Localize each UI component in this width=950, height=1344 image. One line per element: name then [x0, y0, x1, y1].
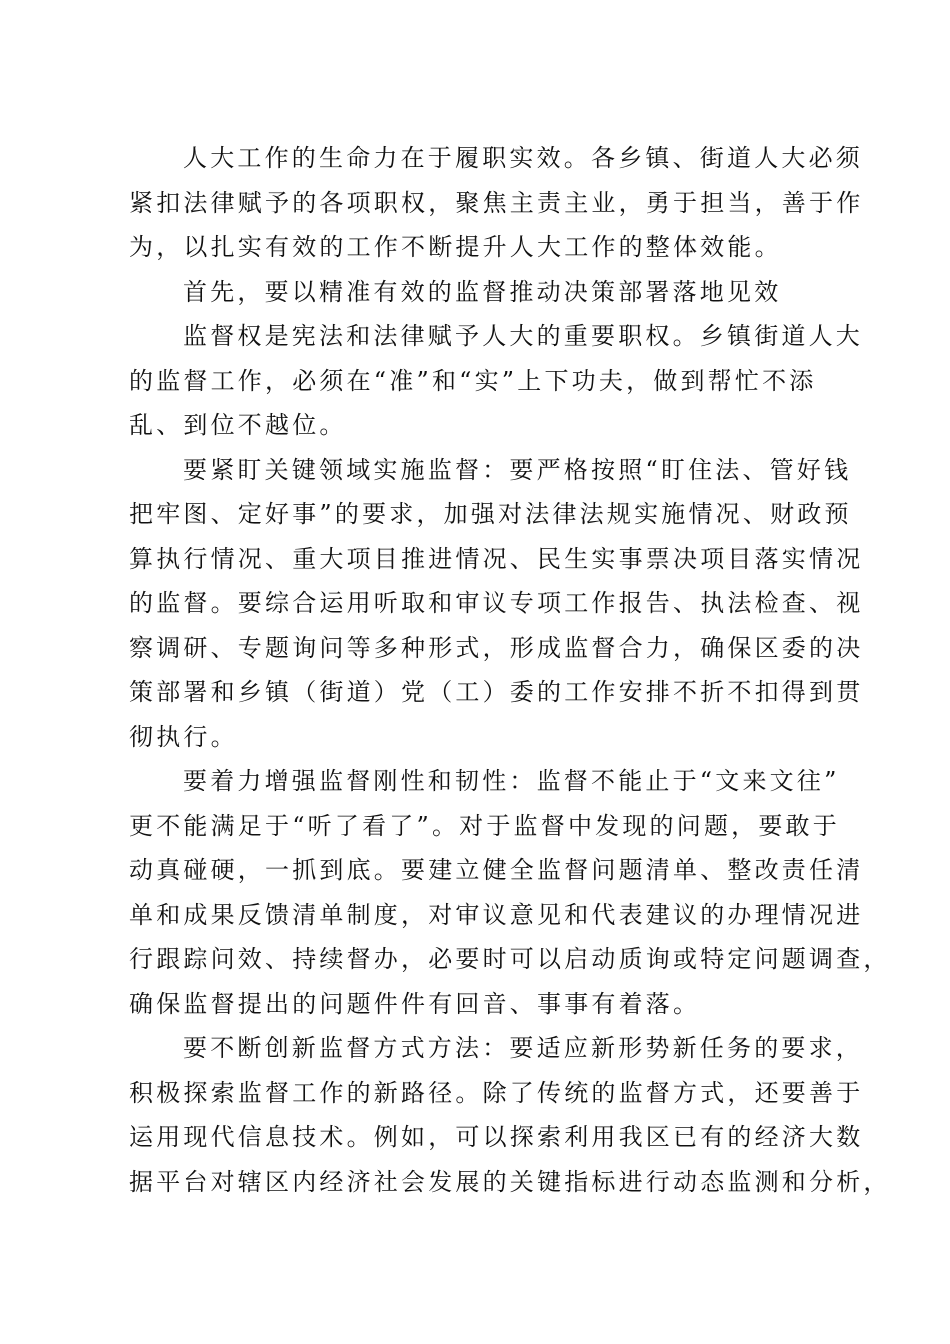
text-line: 积极探索监督工作的新路径。除了传统的监督方式，还要善于: [129, 1078, 864, 1107]
text-line: 行跟踪问效、持续督办，必要时可以启动质询或特定问题调查，: [129, 945, 891, 973]
section-heading: [129, 270, 823, 315]
paragraph-innovation: [129, 1026, 891, 1204]
text-line: 策部署和乡镇（街道）党（工）委的工作安排不折不扣得到贯: [129, 678, 864, 706]
text-line: 确保监督提出的问题件件有回音、事事有着落。: [129, 989, 701, 1018]
paragraph-key-areas: [129, 448, 864, 760]
text-line: 为，以扎实有效的工作不断提升人大工作的整体效能。: [129, 233, 782, 261]
text-line: 彻执行。: [129, 722, 238, 751]
text-line: 要不断创新监督方式方法：要适应新形势新任务的要求，: [183, 1034, 863, 1062]
text-line: 要着力增强监督刚性和韧性：监督不能止于“文来文往”: [183, 767, 840, 795]
paragraph-intro: [129, 136, 864, 270]
document-page: [129, 136, 891, 1204]
paragraph-rigidity: [129, 759, 891, 1026]
text-line: 的监督。要综合运用听取和审议专项工作报告、执法检查、视: [129, 589, 864, 617]
paragraph-supervision-power: [129, 314, 863, 448]
text-line: 把牢图、定好事”的要求，加强对法律法规实施情况、财政预: [129, 500, 852, 528]
text-line: 察调研、专题询问等多种形式，形成监督合力，确保区委的决: [129, 633, 864, 662]
text-line: 运用现代信息技术。例如，可以探索利用我区已有的经济大数: [129, 1123, 864, 1151]
text-line: 乱、到位不越位。: [129, 411, 347, 439]
text-line: 的监督工作，必须在“准”和“实”上下功夫，做到帮忙不添: [129, 366, 817, 395]
text-line: 动真碰硬，一抓到底。要建立健全监督问题清单、整改责任清: [129, 856, 864, 884]
text-line: 单和成果反馈清单制度，对审议意见和代表建议的办理情况进: [129, 900, 864, 929]
text-line: 更不能满足于“听了看了”。对于监督中发现的问题，要敢于: [129, 811, 840, 840]
text-line: 要紧盯关键领域实施监督：要严格按照“盯住法、管好钱: [183, 455, 852, 484]
text-line: 算执行情况、重大项目推进情况、民生实事票决项目落实情况: [129, 544, 864, 573]
text-line: 据平台对辖区内经济社会发展的关键指标进行动态监测和分析，: [129, 1167, 891, 1196]
text-line: 紧扣法律赋予的各项职权，聚焦主责主业，勇于担当，善于作: [129, 188, 864, 217]
text-line: 人大工作的生命力在于履职实效。各乡镇、街道人大必须: [183, 144, 863, 172]
text-line: 首先，要以精准有效的监督推动决策部署落地见效: [183, 277, 782, 306]
text-line: 监督权是宪法和法律赋予人大的重要职权。乡镇街道人大: [183, 322, 863, 350]
